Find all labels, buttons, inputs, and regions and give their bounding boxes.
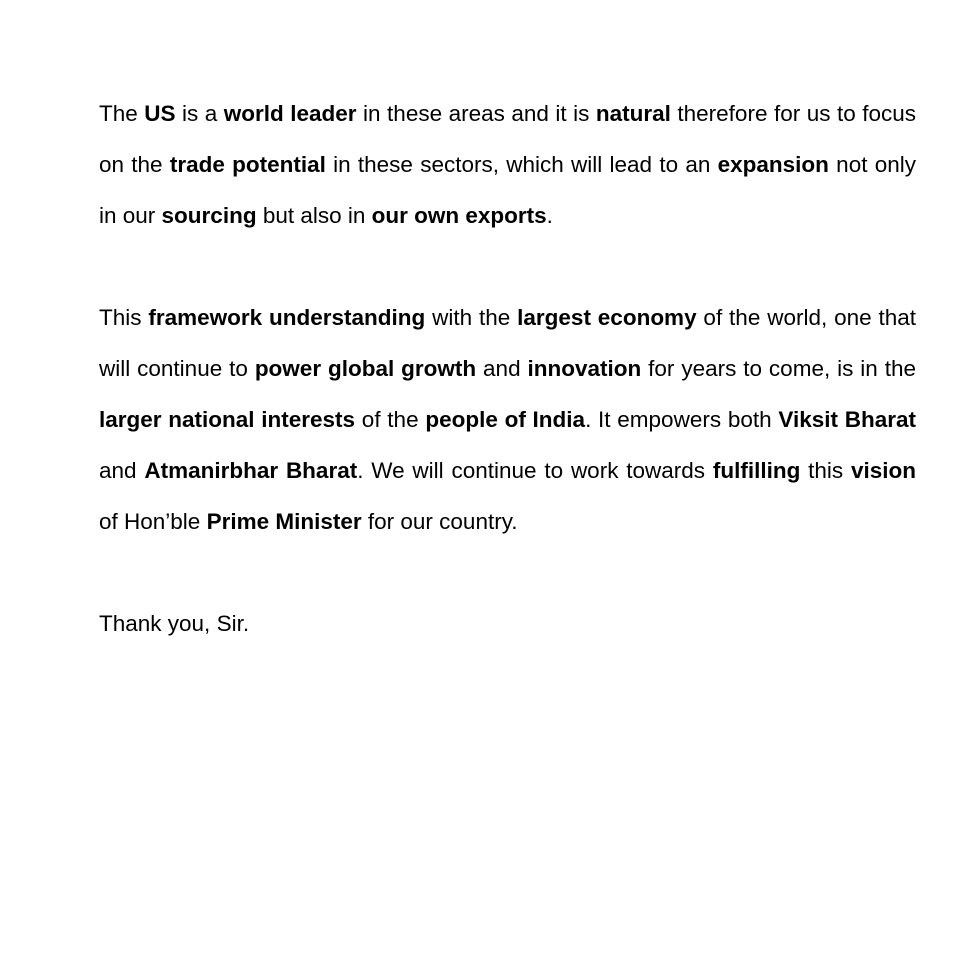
bold-phrase: power global growth bbox=[254, 356, 477, 381]
bold-phrase: vision bbox=[850, 458, 917, 483]
text-run: is a bbox=[175, 101, 224, 126]
bold-phrase: expansion bbox=[717, 152, 829, 177]
bold-phrase: larger national interests bbox=[99, 407, 356, 432]
text-run: this bbox=[800, 458, 851, 483]
text-run: . bbox=[546, 203, 553, 228]
bold-phrase: fulfilling bbox=[712, 458, 801, 483]
bold-phrase: US bbox=[144, 101, 176, 126]
bold-phrase: largest economy bbox=[517, 305, 697, 330]
text-run: and bbox=[476, 356, 528, 381]
text-run: in these sectors, which will lead to an bbox=[325, 152, 718, 177]
text-run: with the bbox=[425, 305, 518, 330]
text-run: therefore for us to focus on the bbox=[99, 101, 916, 177]
text-run: for years to come, is in the bbox=[641, 356, 916, 381]
bold-phrase: sourcing bbox=[161, 203, 257, 228]
text-run: and bbox=[99, 458, 145, 483]
text-run: of the world, one that will continue to bbox=[99, 305, 916, 381]
bold-phrase: Atmanirbhar Bharat bbox=[144, 458, 358, 483]
text-run: but also in bbox=[256, 203, 372, 228]
text-run: The bbox=[99, 101, 145, 126]
bold-phrase: Viksit Bharat bbox=[778, 407, 916, 432]
bold-phrase: Prime Minister bbox=[206, 509, 362, 534]
text-run: in these areas and it is bbox=[356, 101, 596, 126]
text-run: for our country. bbox=[361, 509, 518, 534]
paragraph-framework-understanding bbox=[99, 292, 916, 547]
bold-phrase: innovation bbox=[527, 356, 642, 381]
text-run: . It empowers both bbox=[585, 407, 779, 432]
bold-phrase: trade potential bbox=[169, 152, 326, 177]
bold-phrase: our own exports bbox=[371, 203, 547, 228]
text-run: of the bbox=[355, 407, 426, 432]
paragraph-closing bbox=[99, 598, 916, 649]
text-run: not only in our bbox=[99, 152, 916, 228]
bold-phrase: people of India bbox=[425, 407, 586, 432]
paragraph-trade-potential bbox=[99, 88, 916, 241]
bold-phrase: world leader bbox=[223, 101, 357, 126]
text-run: . We will continue to work towards bbox=[357, 458, 713, 483]
document-page bbox=[99, 88, 916, 700]
bold-phrase: natural bbox=[595, 101, 671, 126]
text-run: This bbox=[99, 305, 149, 330]
text-run: Thank you, Sir. bbox=[99, 611, 250, 636]
bold-phrase: framework understanding bbox=[148, 305, 426, 330]
text-run: of Hon’ble bbox=[99, 509, 207, 534]
